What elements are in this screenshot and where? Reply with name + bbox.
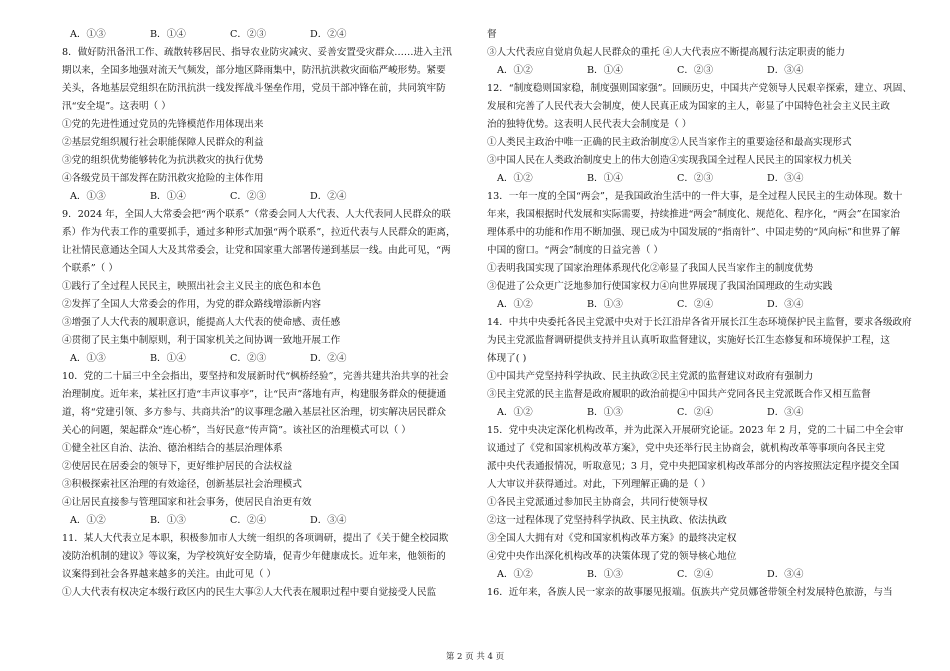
text-line: ①人大代表有权决定本级行政区内的民生大事②人大代表在履职过程中要自觉接受人民监 [62, 587, 437, 598]
text-line: 11．某人大代表立足本职，积极参加市人大统一组织的各项调研，提出了《关于健全校园欺 [62, 533, 449, 544]
answer-option: D．③④ [767, 407, 804, 418]
answer-option: D．③④ [767, 569, 804, 580]
answer-option: B．①④ [150, 29, 186, 40]
text-line: ①人类民主政治中唯一正确的民主政治制度②人民当家作主的重要途径和最高实现形式 [487, 137, 852, 148]
text-line: ①践行了全过程人民民主，映照出社会主义民主的底色和本色 [62, 281, 322, 292]
answer-options [62, 352, 447, 365]
answer-options [62, 190, 447, 203]
text-line: 个联系”（ ） [62, 263, 118, 274]
answer-options [62, 28, 447, 41]
text-line: ①表明我国实现了国家治理体系现代化②彰显了我国人民当家作主的制度优势 [487, 263, 814, 274]
answer-option: A．①③ [70, 29, 106, 40]
answer-option: B．①④ [150, 191, 186, 202]
answer-option: C．②④ [677, 299, 714, 310]
answer-option: C．②④ [677, 569, 714, 580]
text-line: ④让居民直接参与管理国家和社会事务，使居民自治更有效 [62, 497, 312, 508]
text-line: ③人大代表应自觉肩负起人民群众的重托 ④人大代表应不断提高履行法定职责的能力 [487, 47, 846, 58]
answer-options [487, 172, 892, 185]
answer-option: B．①③ [150, 515, 186, 526]
page-footer: 第 2 页 共 4 页 [445, 652, 505, 662]
text-line: 派中央代表通报情况，听取意见；3 月，党中央把国家机构改革部分的内容按照法定程序提交全国 [487, 461, 900, 472]
text-line: ①党的先进性通过党员的先锋模范作用体现出来 [62, 119, 264, 130]
answer-option: A．①② [497, 173, 533, 184]
text-line: 议通过了《党和国家机构改革方案》，党中央还举行民主协商会，就机构改革等事项向各民主党 [487, 443, 886, 454]
answer-option: D．②④ [310, 191, 347, 202]
answer-option: B．①③ [587, 569, 623, 580]
answer-option: C．②③ [230, 353, 267, 364]
text-line: ②发挥了全国人大常委会的作用，为党的群众路线增添新内容 [62, 299, 322, 310]
text-line: ③党的组织优势能够转化为抗洪救灾的执行优势 [62, 155, 264, 166]
text-line: ②这一过程体现了党坚持科学执政、民主执政、依法执政 [487, 515, 727, 526]
text-line: 8．做好防汛备汛工作、疏散转移居民、指导农业防灾减灾、妥善安置受灾群众……进入主汛 [62, 47, 452, 58]
answer-option: C．②④ [230, 515, 267, 526]
answer-option: D．③④ [767, 299, 804, 310]
text-line: 督 [487, 29, 497, 40]
text-line: ③中国人民在人类政治制度史上的伟大创造④实现我国全过程人民民主的国家权力机关 [487, 155, 852, 166]
text-line: 治理制度。近年来，某社区打造“丰声议事亭”，让“民声”落地有声，构建服务群众的便捷通 [62, 389, 447, 400]
text-line: 中国的窗口。“两会”制度的日益完善（ ） [487, 245, 663, 256]
answer-option: B．①④ [150, 353, 186, 364]
text-line: 发展和完善了人民代表大会制度，使人民真正成为国家的主人，彰显了中国特色社会主义民主政 [487, 101, 890, 112]
text-line: 关头，各地基层党组织在防汛抗洪一线发挥战斗堡垒作用，党员干部冲锋在前，共同筑牢防 [62, 83, 446, 94]
answer-option: C．②③ [230, 29, 267, 40]
answer-option: A．①② [497, 299, 533, 310]
answer-option: A．①③ [70, 353, 106, 364]
answer-option: B．①③ [587, 299, 623, 310]
answer-option: A．①③ [70, 191, 106, 202]
answer-option: D．③④ [767, 173, 804, 184]
text-line: 议案得到社会各界越来越多的关注。由此可见（ ） [62, 569, 277, 580]
text-line: 治的独特优势。这表明人民代表大会制度是（ ） [487, 119, 692, 130]
answer-option: A．①② [497, 65, 533, 76]
answer-options [487, 64, 892, 77]
text-line: 人大审议并获得通过。对此，下列理解正确的是（ ） [487, 479, 711, 490]
answer-options [487, 406, 892, 419]
text-line: 年来，我国根据时代发展和实际需要，持续推进“两会”制度化、规范化、程序化，“两会”在国家治 [487, 209, 900, 220]
text-line: ③增强了人大代表的履职意识，能提高人大代表的使命感、责任感 [62, 317, 341, 328]
text-line: ④贯彻了民主集中制原则，利于国家机关之间协调一致地开展工作 [62, 335, 341, 346]
text-line: 汛“安全堤”。这表明（ ） [62, 101, 171, 112]
answer-option: D．②④ [310, 353, 347, 364]
answer-option: B．①④ [587, 65, 623, 76]
answer-option: A．①② [70, 515, 106, 526]
answer-option: D．②④ [310, 29, 347, 40]
text-line: ③全国人大拥有对《党和国家机构改革方案》的最终决定权 [487, 533, 737, 544]
text-line: 体现了( ) [487, 353, 527, 364]
answer-option: B．①④ [587, 173, 623, 184]
text-line: 系）作为代表工作的重要抓手，通过多种形式加强“两个联系”，拉近代表与人民群众的距离， [62, 227, 456, 238]
text-line: ③促进了公众更广泛地参加行使国家权力④向世界展现了我国治国理政的生动实践 [487, 281, 833, 292]
text-line: 凌防治机制的建议》等议案，为学校筑好安全防墙，促青少年健康成长。近年来，他领衔的 [62, 551, 446, 562]
text-line: ③积极探索社区治理的有效途径，创新基层社会治理模式 [62, 479, 302, 490]
text-line: 15．党中央决定深化机构改革，并为此深入开展研究论证。2023 年 2 月，党的二十届二中全会审 [487, 425, 904, 436]
answer-option: C．②④ [677, 407, 714, 418]
answer-options [487, 568, 892, 581]
text-line: 13．一年一度的全国“两会”，是我国政治生活中的一件大事，是全过程人民民主的生动体现。数十 [487, 191, 903, 202]
text-line: ②基层党组织履行社会职能保障人民群众的利益 [62, 137, 264, 148]
text-line: 理体系中的功能和作用不断加强、现已成为中国发展的“指南针”、中国走势的“风向标”和世界了解 [487, 227, 900, 238]
answer-option: D．③④ [767, 65, 804, 76]
text-line: ④各级党员干部发挥在防汛救灾抢险的主体作用 [62, 173, 264, 184]
text-line: ③民主党派的民主监督是政府履职的政治前提④中国共产党同各民主党派既合作又相互监督 [487, 389, 871, 400]
answer-option: A．①② [497, 407, 533, 418]
text-line: 10．党的二十届三中全会指出，要坚持和发展新时代“枫桥经验”，完善共建共治共享的社会 [62, 371, 449, 382]
text-line: 12．“制度稳则国家稳，制度强则国家强”。回顾历史，中国共产党领导人民艰辛探索，建立、巩固、 [487, 83, 912, 94]
answer-options [62, 514, 447, 527]
answer-option: C．②③ [677, 65, 714, 76]
answer-options [487, 298, 892, 311]
text-line: 道，将“党建引领、多方参与、共商共治”的议事理念融入基层社区治理，切实解决居民群众 [62, 407, 446, 418]
text-line: ①健全社区自治、法治、德治相结合的基层治理体系 [62, 443, 283, 454]
text-line: 9．2024 年，全国人大常委会把“两个联系”（常委会同人大代表、人大代表同人民群众的联 [62, 209, 451, 220]
text-line: 让社情民意通达全国人大及其常委会，让党和国家重大部署传递到基层一线。由此可见，“两 [62, 245, 451, 256]
answer-option: C．②③ [677, 173, 714, 184]
answer-option: B．①③ [587, 407, 623, 418]
text-line: ②使居民在居委会的领导下，更好维护居民的合法权益 [62, 461, 293, 472]
text-line: 为民主党派监督调研提供支持并且认真听取监督建议，实施好长江生态修复和环境保护工程，这 [487, 335, 890, 346]
text-line: ①中国共产党坚持科学执政、民主执政②民主党派的监督建议对政府有强制力 [487, 371, 814, 382]
answer-option: D．③④ [310, 515, 347, 526]
answer-option: A．①② [497, 569, 533, 580]
text-line: 关心的问题，架起群众“连心桥”，当好民意“传声筒”。该社区的治理模式可以（ ） [62, 425, 411, 436]
text-line: 16．近年来，各族人民一家亲的故事屡见报端。佤族共产党员娜爸带领全村发展特色旅游，与当 [487, 587, 893, 598]
text-line: ④党中央作出深化机构改革的决策体现了党的领导核心地位 [487, 551, 737, 562]
answer-option: C．②③ [230, 191, 267, 202]
text-line: ①各民主党派通过参加民主协商会，共同行使领导权 [487, 497, 708, 508]
text-line: 期以来，全国多地强对流天气频发，部分地区降雨集中，防汛抗洪救灾面临严峻形势。紧要 [62, 65, 446, 76]
text-line: 14．中共中央委托各民主党派中央对于长江沿岸各省开展长江生态环境保护民主监督，要求各级政府 [487, 317, 912, 328]
